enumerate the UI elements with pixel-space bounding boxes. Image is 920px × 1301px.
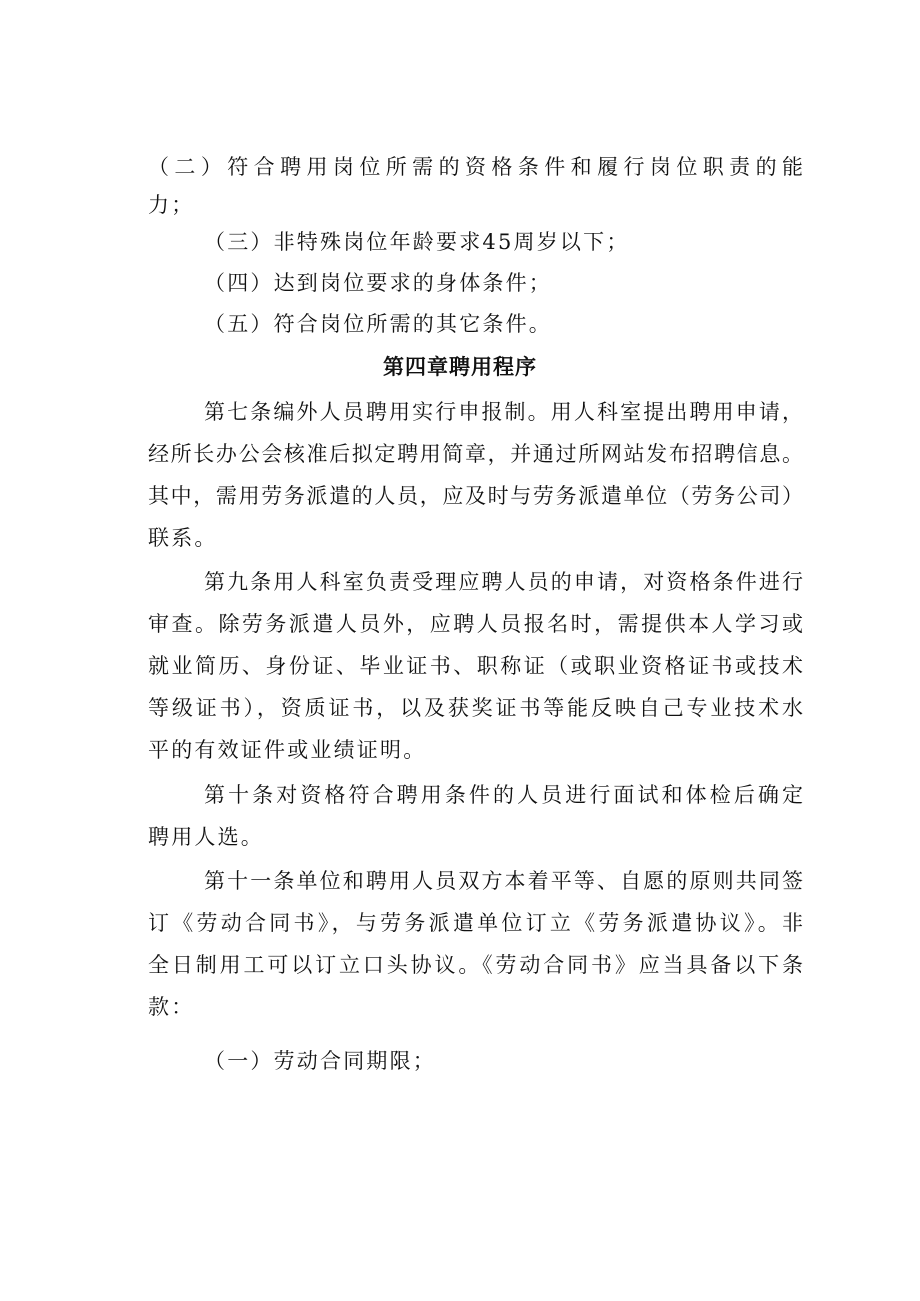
article-11-line-3: 全日制用工可以订立口头协议。《劳动合同书》应当具备以下条 — [148, 953, 803, 977]
article-11-line-2: 订《劳动合同书》，与劳务派遣单位订立《劳务派遣协议》。非 — [148, 911, 803, 935]
article-9-line-3: 就业简历、身份证、毕业证书、职称证（或职业资格证书或技术 — [148, 654, 803, 678]
article-7-line-1: 第七条编外人员聘用实行申报制。用人科室提出聘用申请， — [204, 400, 803, 424]
item-3: （三）非特殊岗位年龄要求45周岁以下； — [204, 230, 630, 254]
article-7-line-3: 其中，需用劳务派遣的人员，应及时与劳务派遣单位（劳务公司） — [148, 484, 803, 508]
article-9-line-4: 等级证书），资质证书，以及获奖证书等能反映自己专业技术水 — [148, 696, 803, 720]
article-9-line-1: 第九条用人科室负责受理应聘人员的申请，对资格条件进行 — [204, 570, 803, 594]
item-2-line-2: 力； — [148, 193, 195, 217]
article-9-line-5: 平的有效证件或业绩证明。 — [148, 738, 427, 762]
article-7-line-4: 联系。 — [148, 526, 218, 550]
article-11-line-1: 第十一条单位和聘用人员双方本着平等、自愿的原则共同签 — [204, 869, 803, 893]
article-11-line-4: 款： — [148, 995, 195, 1019]
article-9-line-2: 审查。除劳务派遣人员外，应聘人员报名时，需提供本人学习或 — [148, 612, 803, 636]
item-2-line-1: （二）符合聘用岗位所需的资格条件和履行岗位职责的能 — [148, 155, 803, 179]
chapter-heading: 第四章聘用程序 — [383, 355, 537, 379]
article-7-line-2: 经所长办公会核准后拟定聘用简章，并通过所网站发布招聘信息。 — [148, 442, 803, 466]
item-4: （四）达到岗位要求的身体条件； — [204, 271, 552, 295]
article-10-line-1: 第十条对资格符合聘用条件的人员进行面试和体检后确定 — [204, 783, 803, 807]
article-10-line-2: 聘用人选。 — [148, 825, 264, 849]
item-5: （五）符合岗位所需的其它条件。 — [204, 312, 552, 336]
clause-1: （一）劳动合同期限； — [204, 1049, 436, 1073]
